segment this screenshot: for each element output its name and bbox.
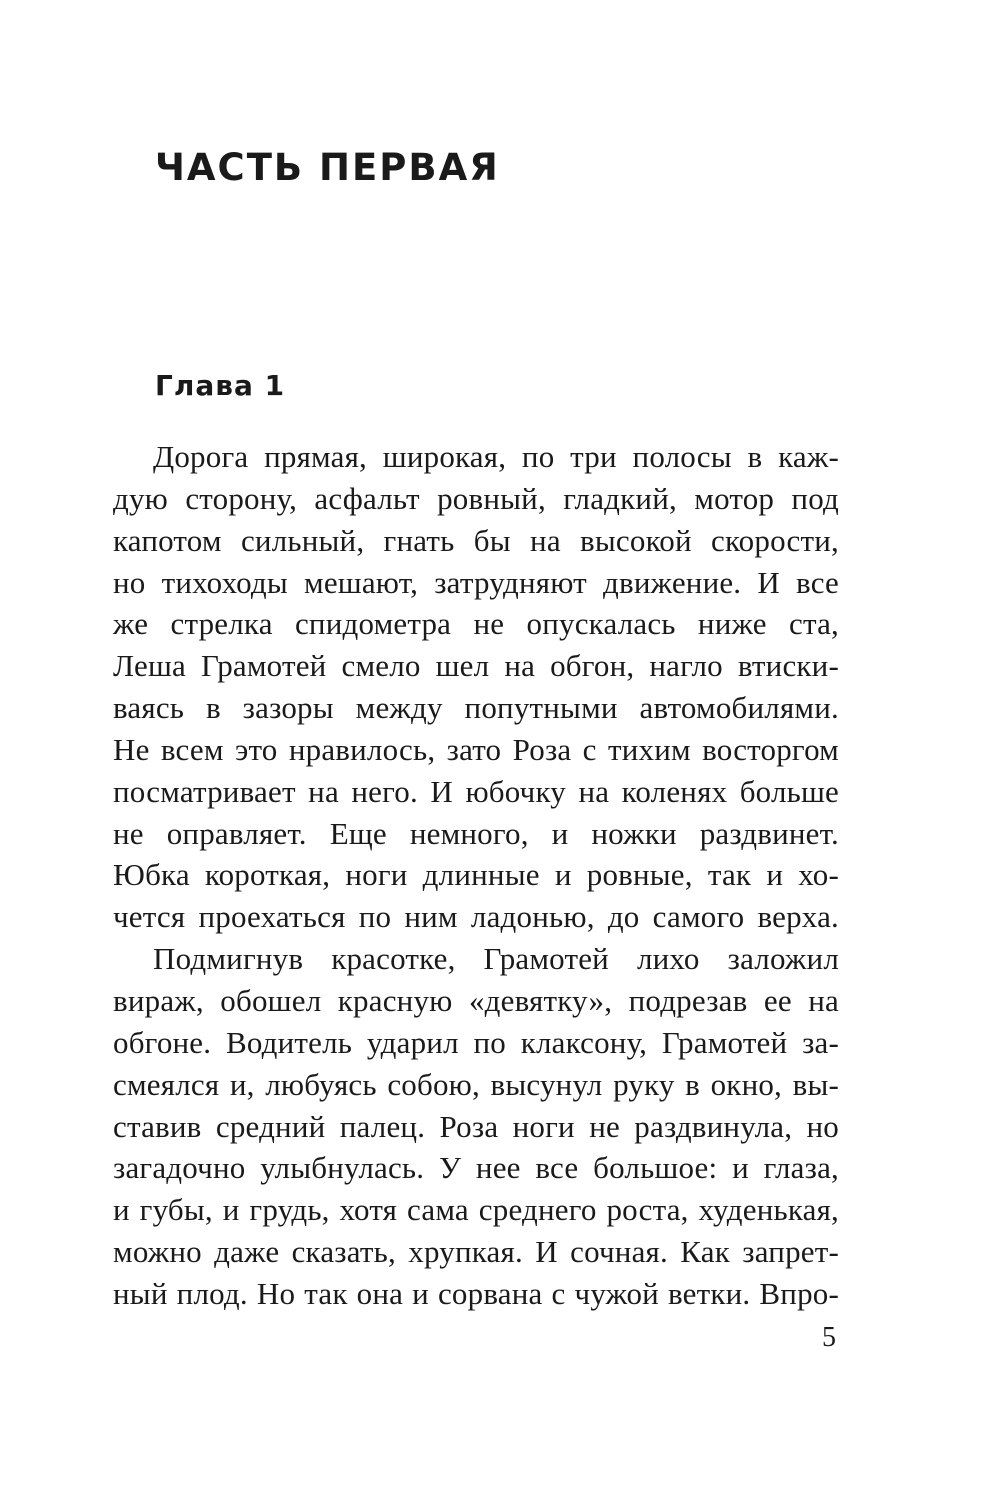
page-number: 5 (822, 1322, 836, 1353)
text-line: обгоне. Водитель ударил по клаксону, Грамотей за- (113, 1024, 839, 1060)
text-line: чется проехаться по ним ладонью, до самого верха. (113, 899, 839, 935)
text-line: можно даже сказать, хрупкая. И сочная. Как запрет- (113, 1234, 839, 1270)
text-line: Не всем это нравилось, зато Роза с тихим восторгом (113, 731, 839, 767)
text-line: и губы, и грудь, хотя сама среднего роста, худенькая, (113, 1192, 839, 1228)
chapter-title: Глава 1 (155, 369, 286, 402)
text-line: ваясь в зазоры между попутными автомобилями. (113, 690, 839, 726)
text-line: дую сторону, асфальт ровный, гладкий, мотор под (113, 480, 839, 516)
text-line: ставив средний палец. Роза ноги не раздвинула, но (113, 1108, 839, 1144)
text-line: Юбка короткая, ноги длинные и ровные, так и хо- (113, 857, 839, 893)
part-title: ЧАСТЬ ПЕРВАЯ (155, 146, 500, 189)
text-line: загадочно улыбнулась. У нее все большое: и глаза, (113, 1150, 839, 1186)
text-line: Дорога прямая, широкая, по три полосы в каж- (153, 439, 839, 474)
text-line: капотом сильный, гнать бы на высокой скорости, (113, 522, 839, 558)
text-line: вираж, обошел красную «девятку», подрезав ее на (113, 982, 839, 1018)
text-line: Подмигнув красотке, Грамотей лихо заложил (153, 941, 839, 977)
text-line: посматривает на него. И юбочку на коленях больше (113, 773, 839, 809)
text-line: ный плод. Но так она и сорвана с чужой ветки. Впро- (113, 1275, 839, 1311)
text-line: но тихоходы мешают, затрудняют движение. И все (113, 564, 839, 600)
text-line: смеялся и, любуясь собою, высунул руку в окно, вы- (113, 1066, 839, 1102)
text-line: же стрелка спидометра не опускалась ниже ста, (113, 606, 839, 642)
body-text (113, 436, 839, 1315)
text-line: не оправляет. Еще немного, и ножки раздвинет. (113, 815, 839, 851)
text-line: Леша Грамотей смело шел на обгон, нагло втиски- (113, 648, 839, 684)
